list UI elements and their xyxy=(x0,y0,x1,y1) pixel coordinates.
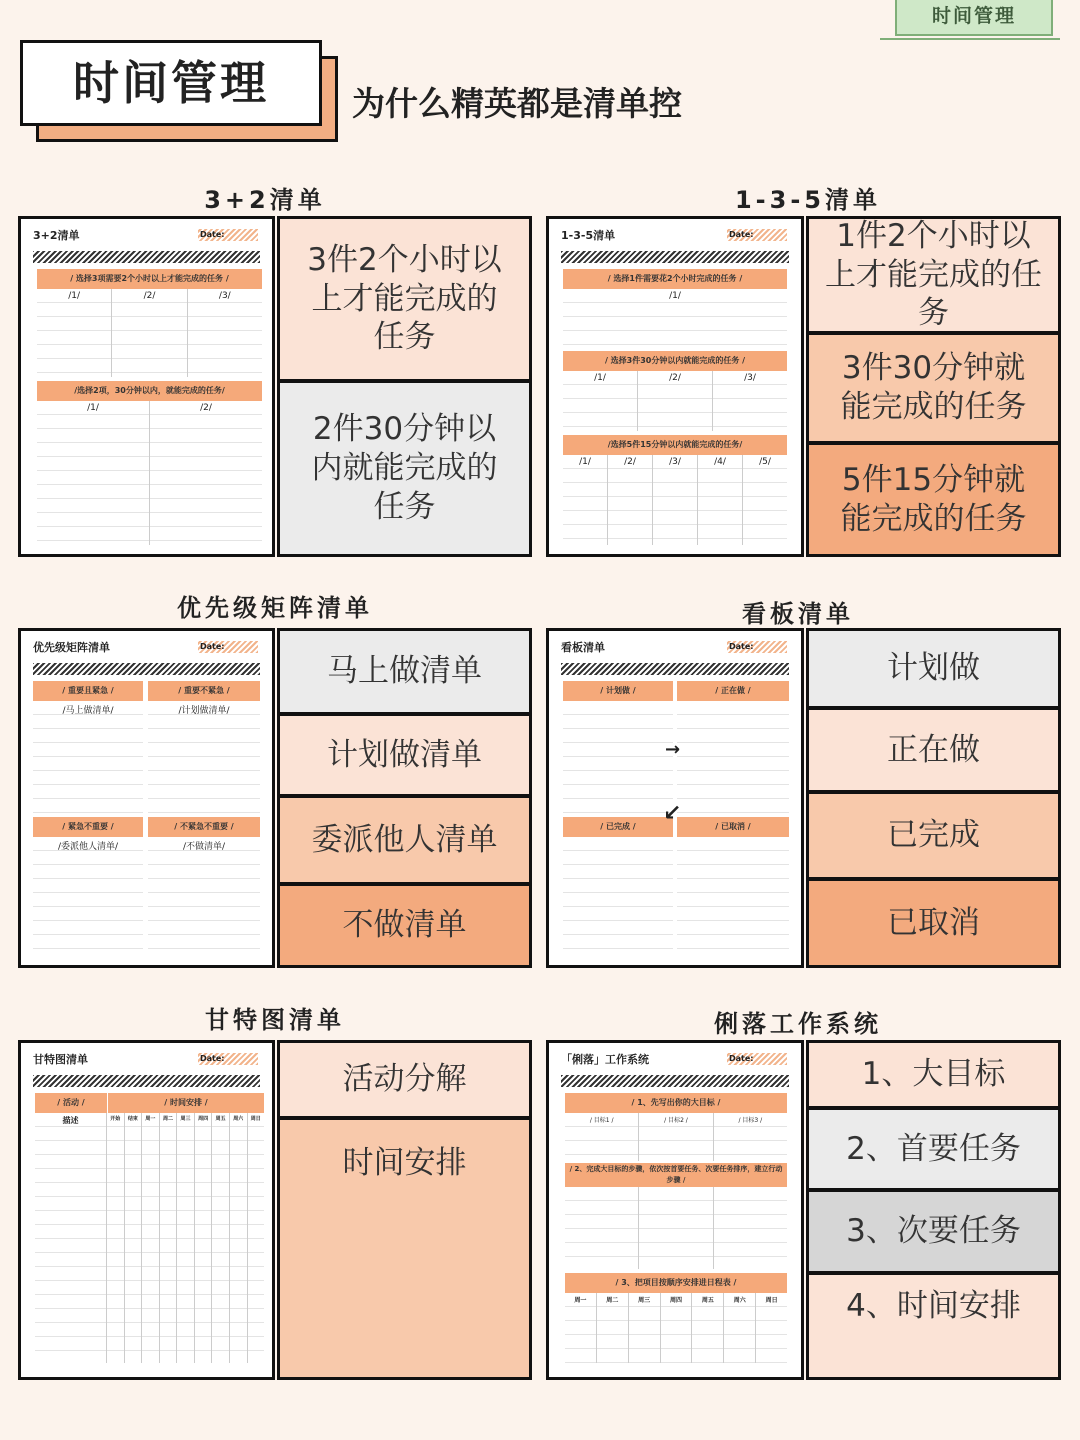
task-columns xyxy=(37,289,262,377)
sheet-3-2 xyxy=(18,216,275,557)
kanban-band: / 计划做 / xyxy=(563,681,673,701)
hatch-band xyxy=(561,663,789,675)
step-band: / 3、把项目按顺序安排进日程表 / xyxy=(565,1273,787,1293)
gantt-column: 周一 xyxy=(142,1113,160,1363)
task-columns xyxy=(563,455,787,545)
box-text: 计划做 xyxy=(887,650,980,687)
box-done xyxy=(806,791,1061,880)
quadrant-area xyxy=(33,701,143,813)
gantt-band: / 时间安排 / xyxy=(108,1093,264,1113)
box-time-arrangement xyxy=(806,1272,1061,1380)
box-schedule xyxy=(277,1117,532,1380)
section-heading-1-3-5: 1-3-5清单 xyxy=(734,186,882,214)
sheet-title: 1-3-5清单 xyxy=(561,229,616,242)
box-text: 已取消 xyxy=(887,904,980,941)
task-columns xyxy=(565,1187,787,1269)
box-3-long-tasks xyxy=(277,216,532,382)
box-big-goal xyxy=(806,1040,1061,1109)
task-column: /1/ xyxy=(563,289,787,351)
task-column: /1/ xyxy=(563,371,638,431)
sheet-priority xyxy=(18,628,275,968)
box-text: 3件2个小时以上才能完成的任务 xyxy=(307,241,502,356)
week-column: 周二 xyxy=(597,1293,629,1363)
section-heading-kanban: 看板清单 xyxy=(742,600,854,628)
task-column xyxy=(714,1187,787,1269)
task-column: /1/ xyxy=(563,455,608,545)
date-field: Date: xyxy=(727,1053,787,1065)
gantt-column: 开始 xyxy=(107,1113,125,1363)
corner-tag-line xyxy=(880,38,1060,40)
title-box xyxy=(20,40,322,126)
box-text: 4、时间安排 xyxy=(846,1288,1021,1324)
box-not-do xyxy=(277,883,532,968)
task-band: / 选择3项需要2个小时以上才能完成的任务 / xyxy=(37,269,262,289)
sheet-title: 优先级矩阵清单 xyxy=(33,641,110,654)
box-text: 3、次要任务 xyxy=(846,1213,1021,1250)
gantt-grid xyxy=(35,1113,264,1363)
task-column: /2/ xyxy=(608,455,653,545)
corner-tag-text: 时间管理 xyxy=(931,5,1016,27)
task-column: /1/ xyxy=(37,401,150,545)
box-doing xyxy=(806,707,1061,793)
week-columns xyxy=(565,1293,787,1363)
week-column: 周四 xyxy=(661,1293,693,1363)
box-3-30min-tasks xyxy=(806,332,1061,444)
corner-tag xyxy=(895,0,1053,36)
task-column: /3/ xyxy=(653,455,698,545)
arrow-down-left-icon: ↙ xyxy=(663,801,682,826)
box-text: 5件15分钟就能完成的任务 xyxy=(840,461,1027,537)
kanban-area xyxy=(563,701,673,815)
page-title: 时间管理 xyxy=(73,56,269,110)
box-primary-tasks xyxy=(806,1107,1061,1191)
hatch-band xyxy=(33,251,260,263)
hatch-band xyxy=(33,1075,260,1087)
gantt-column: 周二 xyxy=(160,1113,178,1363)
box-plan xyxy=(277,713,532,797)
kanban-band: / 已完成 / xyxy=(563,817,673,837)
kanban-column xyxy=(563,837,673,949)
arrow-right-icon: → xyxy=(665,739,681,760)
section-heading-3-2: 3+2清单 xyxy=(204,186,326,214)
goal-column: / 目标2 / xyxy=(639,1113,713,1161)
sheet-1-3-5 xyxy=(546,216,804,557)
box-2-short-tasks xyxy=(277,380,532,557)
box-activity-breakdown xyxy=(277,1040,532,1119)
box-todo xyxy=(806,628,1061,709)
task-column xyxy=(639,1187,713,1269)
box-text: 已完成 xyxy=(887,817,980,854)
task-band: /选择2项，30分钟以内，就能完成的任务/ xyxy=(37,381,262,401)
box-delegate xyxy=(277,795,532,885)
date-field: Date: xyxy=(727,229,787,241)
week-column: 周一 xyxy=(565,1293,597,1363)
quadrant-band: / 重要且紧急 / xyxy=(33,681,143,701)
hatch-band xyxy=(561,251,789,263)
step-band: / 2、完成大目标的步骤，依次按首要任务、次要任务排序，建立行动步骤 / xyxy=(565,1163,787,1187)
kanban-band: / 已取消 / xyxy=(677,817,789,837)
task-band: / 选择3件30分钟以内就能完成的任务 / xyxy=(563,351,787,371)
page-subtitle: 为什么精英都是清单控 xyxy=(352,84,682,123)
week-column: 周五 xyxy=(692,1293,724,1363)
quadrant-area xyxy=(148,701,260,813)
task-column: /5/ xyxy=(743,455,787,545)
box-text: 计划做清单 xyxy=(327,736,482,773)
section-heading-priority: 优先级矩阵清单 xyxy=(177,594,373,622)
box-text: 不做清单 xyxy=(342,907,467,944)
kanban-area xyxy=(563,837,673,949)
task-column: /1/ xyxy=(37,289,112,377)
sheet-kanban xyxy=(546,628,804,968)
box-text: 1件2个小时以上才能完成的任务 xyxy=(825,217,1042,332)
section-heading-lilo: 俐落工作系统 xyxy=(714,1010,882,1038)
quadrant-area xyxy=(148,837,260,949)
task-column: /2/ xyxy=(150,401,262,545)
sheet-gantt xyxy=(18,1040,275,1380)
task-column: /3/ xyxy=(188,289,262,377)
sheet-title: 看板清单 xyxy=(561,641,605,654)
gantt-column: 结束 xyxy=(125,1113,143,1363)
date-field: Date: xyxy=(198,229,258,241)
date-field: Date: xyxy=(727,641,787,653)
gantt-desc-column: 描述 xyxy=(35,1113,107,1363)
task-column: /2/ xyxy=(638,371,713,431)
quadrant-column: /委派他人清单/ xyxy=(33,837,143,949)
sheet-lilo xyxy=(546,1040,804,1380)
box-text: 活动分解 xyxy=(342,1061,467,1098)
kanban-column xyxy=(563,701,673,815)
gantt-column: 周日 xyxy=(248,1113,265,1363)
gantt-column: 周六 xyxy=(230,1113,248,1363)
date-field: Date: xyxy=(198,1053,258,1065)
hatch-band xyxy=(33,663,260,675)
week-column: 周三 xyxy=(629,1293,661,1363)
box-text: 马上做清单 xyxy=(327,653,482,690)
kanban-area xyxy=(677,837,789,949)
quadrant-column: /计划做清单/ xyxy=(148,701,260,813)
box-text: 委派他人清单 xyxy=(311,821,498,858)
box-cancelled xyxy=(806,878,1061,968)
sheet-title: 甘特图清单 xyxy=(33,1053,88,1066)
date-field: Date: xyxy=(198,641,258,653)
box-text: 3件30分钟就能完成的任务 xyxy=(840,350,1027,425)
box-do-now xyxy=(277,628,532,715)
quadrant-column: /不做清单/ xyxy=(148,837,260,949)
kanban-band: / 正在做 / xyxy=(677,681,789,701)
task-columns xyxy=(563,289,787,351)
goal-column: / 目标1 / xyxy=(565,1113,639,1161)
sheet-title: 「俐落」工作系统 xyxy=(561,1053,649,1066)
gantt-column: 周三 xyxy=(177,1113,195,1363)
kanban-area xyxy=(677,701,789,815)
gantt-band: / 活动 / xyxy=(35,1093,107,1113)
goal-columns xyxy=(565,1113,787,1161)
task-band: /选择5件15分钟以内就能完成的任务/ xyxy=(563,435,787,455)
hatch-band xyxy=(561,1075,789,1087)
kanban-column xyxy=(677,837,789,949)
quadrant-band: / 不紧急不重要 / xyxy=(148,817,260,837)
quadrant-area xyxy=(33,837,143,949)
gantt-column: 周五 xyxy=(212,1113,230,1363)
task-band: / 选择1件需要花2个小时完成的任务 / xyxy=(563,269,787,289)
box-text: 时间安排 xyxy=(342,1145,467,1181)
box-text: 正在做 xyxy=(887,731,980,768)
task-column xyxy=(565,1187,639,1269)
box-1-long-task xyxy=(806,216,1061,334)
week-column: 周日 xyxy=(756,1293,787,1363)
task-column: /2/ xyxy=(112,289,187,377)
task-column: /3/ xyxy=(713,371,787,431)
box-5-15min-tasks xyxy=(806,442,1061,557)
week-column: 周六 xyxy=(724,1293,756,1363)
quadrant-column: /马上做清单/ xyxy=(33,701,143,813)
goal-column: / 目标3 / xyxy=(714,1113,787,1161)
quadrant-band: / 重要不紧急 / xyxy=(148,681,260,701)
kanban-column xyxy=(677,701,789,815)
task-column: /4/ xyxy=(698,455,743,545)
task-columns xyxy=(563,371,787,431)
step-band: / 1、先写出你的大目标 / xyxy=(565,1093,787,1113)
box-text: 1、大目标 xyxy=(861,1056,1006,1093)
box-secondary-tasks xyxy=(806,1189,1061,1274)
box-text: 2、首要任务 xyxy=(846,1130,1021,1167)
section-heading-gantt: 甘特图清单 xyxy=(205,1006,345,1034)
sheet-title: 3+2清单 xyxy=(33,229,80,242)
box-text: 2件30分钟以内就能完成的任务 xyxy=(311,411,498,525)
gantt-column: 周四 xyxy=(195,1113,213,1363)
quadrant-band: / 紧急不重要 / xyxy=(33,817,143,837)
task-columns xyxy=(37,401,262,545)
